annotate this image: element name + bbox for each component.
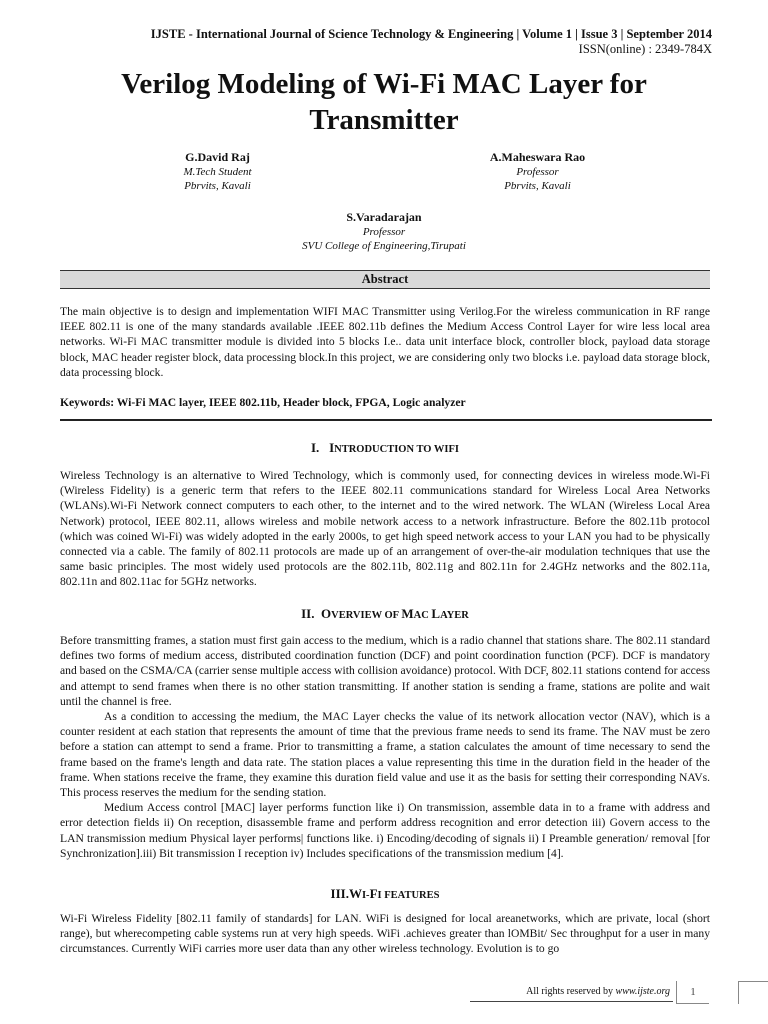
section-heading-introduction bbox=[60, 440, 710, 458]
author-name: G.David Raj bbox=[185, 150, 250, 164]
author-1 bbox=[130, 150, 305, 193]
journal-header bbox=[151, 27, 712, 57]
author-name: A.Maheswara Rao bbox=[489, 150, 586, 164]
abstract-text bbox=[60, 304, 710, 380]
section-number: II. bbox=[301, 606, 315, 621]
abstract-heading: Abstract bbox=[60, 270, 710, 289]
footer-website-link[interactable]: www.ijste.org bbox=[615, 986, 670, 997]
body-paragraph: Wireless Technology is an alternative to Wired Technology, which is commonly used, for connecting devices in wireless mode.Wi-Fi (Wireless Fidelity) is a generic term that refers to the IEEE 802.11 communications standard for Wireless Local Area Networks (WLANs).Wi-Fi Network connect computers to each other, to the internet and to the wired network. The WLAN (Wireless Local Area Network) protocol, IEEE 802.11, allows wireless and mobile network access to a network infrastructure. Before the 802.11b protocol (which was coined Wi-Fi) was widely adopted in the early 2000s, to get high speed network access to your LAN you had to be physically connected via a cable. The family of 802.11 protocols are made up of an arrangement of over-the-air modulation techniques that use the same basic principles. The most widely used protocols are the 802.11b, 802.11g and 802.11n for 2.4GHz networks and the 802.11a, 802.11n and 802.11ac for 5GHz networks. bbox=[60, 469, 710, 589]
section-title-cap: I bbox=[329, 440, 335, 455]
journal-line: IJSTE - International Journal of Science Technology & Engineering | Volume 1 | Issue 3 | September 2014 bbox=[150, 27, 712, 41]
section-body-mac-overview bbox=[60, 633, 710, 861]
abstract-paragraph: The main objective is to design and implementation WIFI MAC Transmitter using Verilog.For the wireless communication in RF range IEEE 802.11 is one of the many standards available .IEEE 802.11b defines the Medium Access Control Layer for wire less local area networks. Wi-Fi MAC transmitter module is divided into 5 blocks I.e.. data unit interface block, controller block, payload data storage block, MAC header register block, data processing block.In this project, we are considering only two blocks i.e. payload data storage block, data processing block. bbox=[60, 305, 710, 379]
section-title-rest: I FEATURES bbox=[377, 890, 440, 901]
keywords: Keywords: Wi-Fi MAC layer, IEEE 802.11b, Header block, FPGA, Logic analyzer bbox=[60, 396, 466, 409]
section-title-cap: M bbox=[401, 606, 414, 621]
section-body-introduction bbox=[60, 468, 710, 590]
body-paragraph: Wi-Fi Wireless Fidelity [802.11 family of standards] for LAN. WiFi is designed for local areanetworks, which are private, local (short range), but wherecompeting cable systems run at very high speeds. WiFi .achieves greater than lOMBit/ Sec throughput for a user in many circumstances. Currently WiFi carries more user data than any other wireless technology. Evolution is to go bbox=[60, 912, 710, 956]
section-number: I. bbox=[311, 440, 320, 455]
page-number: 1 bbox=[676, 981, 709, 1004]
issn-line: ISSN(online) : 2349-784X bbox=[578, 42, 712, 56]
author-affiliation: Pbrvits, Kavali bbox=[184, 180, 251, 192]
section-title-cap: L bbox=[431, 606, 441, 621]
body-paragraph: Medium Access control [MAC] layer performs function like i) On transmission, assemble data in to a frame with address and error detection fields ii) On reception, disassemble frame and perform address recognition and error detection iii) Govern access to the LAN transmission medium Physical layer performs| functions like. i) Encoding/decoding of signals ii) I Preamble generation/ removal [for Synchronization].iii) Bit transmission I reception iv) Includes specifications of the transmission medium [4]. bbox=[60, 801, 710, 860]
section-title-rest: AYER bbox=[440, 610, 469, 621]
author-affiliation: SVU College of Engineering,Tirupati bbox=[302, 240, 466, 252]
author-3 bbox=[234, 210, 534, 253]
section-title-cap: F bbox=[369, 886, 378, 901]
keywords-divider bbox=[60, 419, 712, 421]
author-role: Professor bbox=[516, 166, 559, 178]
page-corner-decoration bbox=[738, 981, 768, 1004]
paper-title: Verilog Modeling of Wi-Fi MAC Layer for Transmitter bbox=[121, 68, 647, 136]
section-heading-wifi-features bbox=[60, 886, 710, 904]
section-title-rest: AC bbox=[413, 610, 432, 621]
body-paragraph: As a condition to accessing the medium, the MAC Layer checks the value of its network allocation vector (NAV), which is a counter resident at each station that represents the amount of time that the previous frame needs to send its frame. The NAV must be zero before a station can attempt to send a frame. Prior to transmitting a frame, a station calculates the amount of time necessary to send the frame based on the frame's length and data rate. The station places a value representing this time in the duration field in the header of the frame. When stations receive the frame, they examine this duration field value and use it as the basis for setting their corresponding NAVs. This process reserves the medium for the sending station. bbox=[60, 710, 710, 800]
body-paragraph: Before transmitting frames, a station must first gain access to the medium, which is a radio channel that stations share. The 802.11 standard defines two forms of medium access, distributed coordination function (DCF) and point coordination function (PCF). DCF is mandatory and based on the CSMA/CA (carrier sense multiple access with collision avoidance) protocol. With DCF, 802.11 stations contend for access and attempt to send frames when there is no other station transmitting. If another station is sending a frame, stations are polite and wait until the channel is free. bbox=[60, 634, 710, 708]
page-footer bbox=[470, 985, 670, 998]
section-title-rest: NTRODUCTION TO WIFI bbox=[334, 444, 459, 455]
author-affiliation: Pbrvits, Kavali bbox=[504, 180, 571, 192]
author-role: M.Tech Student bbox=[183, 166, 252, 178]
section-number: III. bbox=[330, 886, 349, 901]
section-title-rest: I- bbox=[361, 890, 370, 901]
section-body-wifi-features bbox=[60, 911, 710, 957]
author-2 bbox=[450, 150, 625, 193]
author-name: S.Varadarajan bbox=[346, 210, 422, 224]
footer-rights: All rights reserved by bbox=[526, 986, 616, 997]
footer-divider bbox=[470, 1001, 673, 1002]
section-heading-mac-overview bbox=[60, 606, 710, 624]
section-title-rest: VERVIEW OF bbox=[331, 610, 402, 621]
section-title-cap: W bbox=[348, 886, 362, 901]
author-role: Professor bbox=[362, 226, 406, 238]
section-title-cap: O bbox=[320, 606, 332, 621]
